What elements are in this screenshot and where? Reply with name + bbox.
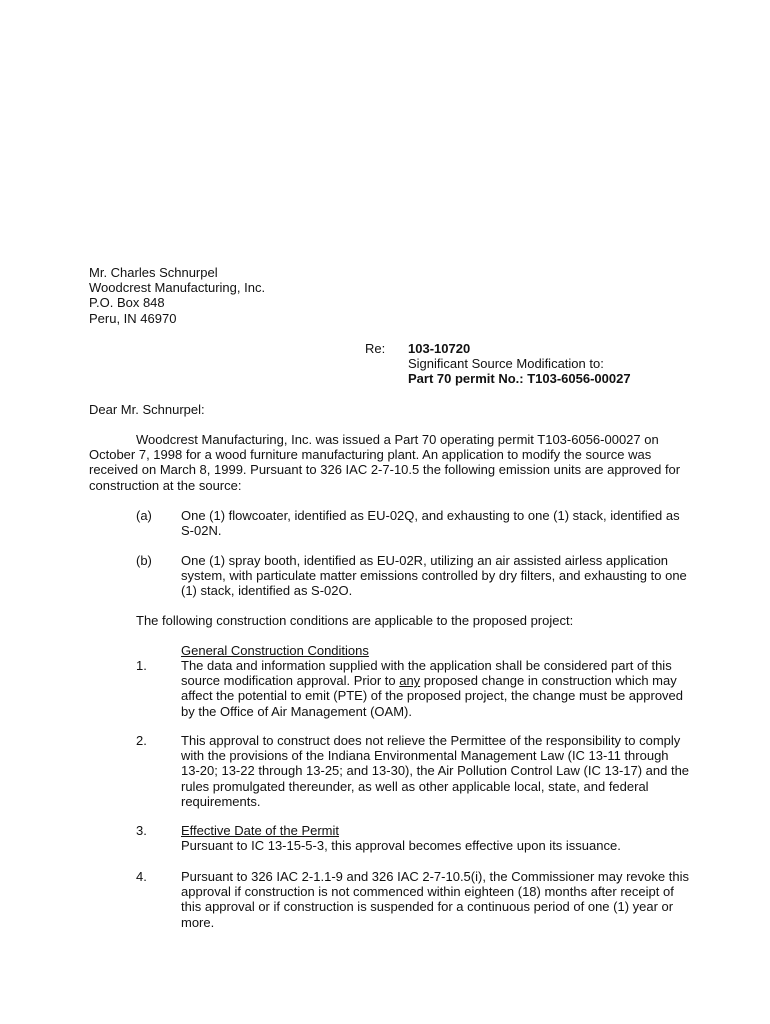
text-line: Mr. Charles Schnurpel (89, 265, 218, 280)
text-line: more. (181, 914, 215, 930)
unit-a-marker: (a) (136, 508, 152, 523)
underlined-any: any (399, 673, 421, 689)
condition-4-text (181, 869, 689, 930)
text-line: rules promulgated thereunder, as well as other applicable local, state, and federal (181, 778, 649, 794)
text-line: approval if construction is not commenced within eighteen (18) months after receipt of (181, 884, 674, 900)
text-line: This approval to construct does not relieve the Permittee of the responsibility to comply (181, 733, 681, 748)
condition-3-text (181, 823, 621, 853)
text-line: (1) stack, identified as S-02O. (181, 583, 353, 599)
condition-line: affect the potential to emit (PTE) of the proposed project, the change must be approved (181, 688, 684, 704)
general-conditions-heading: General Construction Conditions (181, 643, 369, 658)
text-line: requirements. (181, 793, 261, 809)
intro-line: October 7, 1998 for a wood furniture manufacturing plant. An application to modify the source was (89, 447, 652, 463)
text-line: P.O. Box 848 (89, 295, 165, 311)
text-line: system, with particulate matter emissions controlled by dry filters, and exhausting to one (181, 568, 687, 584)
condition-2-text (181, 733, 689, 809)
salutation: Dear Mr. Schnurpel: (89, 402, 205, 417)
text-line: Woodcrest Manufacturing, Inc. (89, 280, 266, 296)
text-line: One (1) flowcoater, identified as EU-02Q, and exhausting to one (1) stack, identified as (181, 508, 680, 523)
permit-number: Part 70 permit No.: T103-6056-00027 (408, 371, 631, 387)
conditions-intro: The following construction conditions are applicable to the proposed project: (136, 613, 574, 628)
unit-b-marker: (b) (136, 553, 152, 568)
condition-3-heading: Effective Date of the Permit (181, 823, 339, 838)
reference-number: 103-10720 (408, 341, 471, 356)
text-line: 13-20; 13-22 through 13-25; and 13-30), the Air Pollution Control Law (IC 13-17) and the (181, 763, 690, 779)
text-run: proposed change in construction which may (420, 673, 677, 689)
condition-2-marker: 2. (136, 733, 147, 748)
text-run: source modification approval. Prior to (181, 673, 400, 689)
intro-line: received on March 8, 1999. Pursuant to 326 IAC 2-7-10.5 the following emission units are approved for (89, 462, 681, 478)
text-line: with the provisions of the Indiana Environmental Management Law (IC 13-11 through (181, 748, 669, 764)
condition-line (181, 673, 683, 688)
re-label: Re: (365, 341, 386, 356)
intro-paragraph (89, 432, 680, 493)
condition-4-marker: 4. (136, 869, 147, 884)
condition-line: by the Office of Air Management (OAM). (181, 703, 412, 719)
re-block (408, 341, 631, 387)
condition-3-marker: 3. (136, 823, 147, 838)
condition-1-text (181, 658, 683, 719)
text-line: S-02N. (181, 523, 222, 539)
re-subject: Significant Source Modification to: (408, 356, 604, 372)
condition-line: The data and information supplied with the application shall be considered part of this (181, 658, 672, 673)
text-line: Peru, IN 46970 (89, 310, 177, 326)
intro-line: construction at the source: (89, 477, 242, 493)
condition-line: Pursuant to IC 13-15-5-3, this approval becomes effective upon its issuance. (181, 838, 621, 854)
recipient-address (89, 265, 265, 326)
unit-b-text (181, 553, 687, 599)
intro-line: Woodcrest Manufacturing, Inc. was issued a Part 70 operating permit T103-6056-00027 on (136, 432, 659, 447)
text-line: this approval or if construction is suspended for a continuous period of one (1) year or (181, 899, 674, 915)
text-line: One (1) spray booth, identified as EU-02R, utilizing an air assisted airless application (181, 553, 669, 568)
condition-1-marker: 1. (136, 658, 147, 673)
unit-a-text (181, 508, 680, 538)
text-line: Pursuant to 326 IAC 2-1.1-9 and 326 IAC 2-7-10.5(i), the Commissioner may revoke this (181, 869, 689, 884)
